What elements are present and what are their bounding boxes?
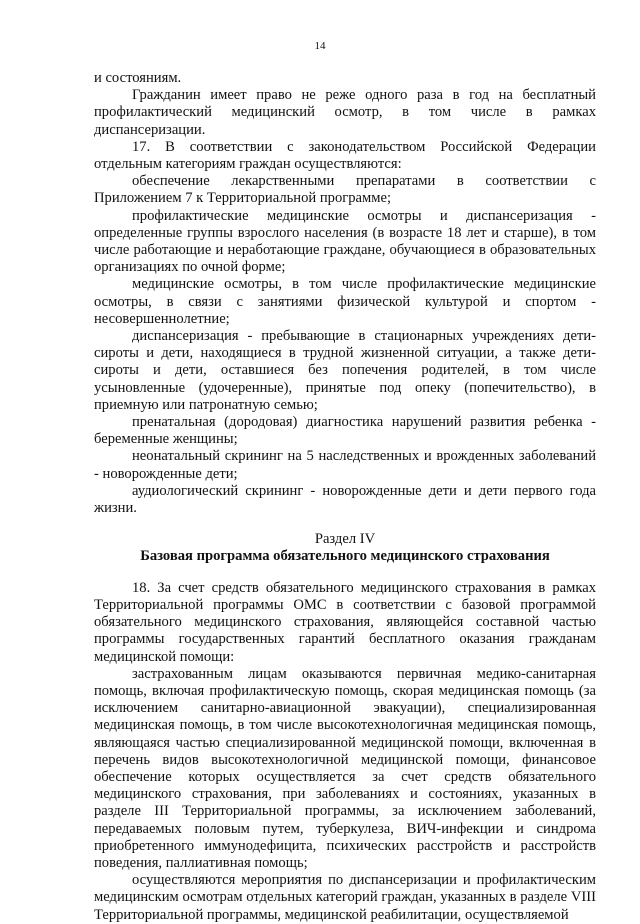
section-spacer — [94, 517, 596, 531]
paragraph: профилактические медицинские осмотры и диспансеризация - определенные группы взрослого населения (в возрасте 18 лет и старше), в том числе работающие и неработающие граждане, обучающиеся в образовательных организациях по очной форме; — [94, 207, 596, 276]
paragraph: осуществляются мероприятия по диспансеризации и профилактическим медицинским осмотрам отдельных категорий граждан, указанных в разделе VIII Территориальной программы, медицинской реабилитации, осуществляемой — [94, 872, 596, 923]
document-body — [94, 70, 596, 924]
section-spacer — [94, 566, 596, 580]
paragraph: пренатальная (дородовая) диагностика нарушений развития ребенка - беременные женщины; — [94, 414, 596, 448]
paragraph: медицинские осмотры, в том числе профилактические медицинские осмотры, в связи с занятиями физической культурой и спортом - несовершеннолетние; — [94, 276, 596, 327]
page-number: 14 — [314, 40, 326, 52]
paragraph: неонатальный скрининг на 5 наследственных и врожденных заболеваний - новорожденные дети; — [94, 448, 596, 482]
paragraph: 17. В соответствии с законодательством Российской Федерации отдельным категориям граждан осуществляются: — [94, 138, 596, 173]
paragraph: Гражданин имеет право не реже одного раза в год на бесплатный профилактический медицинский осмотр, в том числе в рамках диспансеризации. — [94, 87, 596, 138]
paragraph: аудиологический скрининг - новорожденные дети и дети первого года жизни. — [94, 482, 596, 517]
paragraph: диспансеризация - пребывающие в стационарных учреждениях дети-сироты и дети, находящиеся в трудной жизненной ситуации, а также дети-сироты и дети, оставшиеся без попечения родителей, в том числе усыновленные (удочеренные), принятые под опеку (попечительство), в приемную или патронатную семью; — [94, 328, 596, 413]
paragraph: обеспечение лекарственными препаратами в соответствии с Приложением 7 к Территориальной программе; — [94, 173, 596, 207]
paragraph: 18. За счет средств обязательного медицинского страхования в рамках Территориальной программы ОМС в соответствии с базовой программой обязательного медицинского страхования, являющейся составной частью программы государственных гарантий бесплатного оказания гражданам медицинской помощи: — [94, 579, 596, 665]
section-title: Раздел IV — [314, 531, 376, 548]
paragraph: застрахованным лицам оказываются первичная медико-санитарная помощь, включая профилактическую помощь, скорая медицинская помощь (за исключением санитарно-авиационной эвакуации), специализированная медицинская помощь, в том числе высокотехнологичная медицинская помощь, являющаяся частью специализированной медицинской помощи, включенная в перечень видов высокотехнологичной медицинской помощи, финансовое обеспечение которых осуществляется за счет средств обязательного медицинского страхования, при заболеваниях и состояниях, указанных в разделе III Территориальной программы, за исключением заболеваний, передаваемых половым путем, туберкулеза, ВИЧ-инфекции и синдрома приобретенного иммунодефицита, психических расстройств и расстройств поведения, паллиативная помощь; — [94, 665, 596, 871]
section-subtitle: Базовая программа обязательного медицинского страхования — [140, 548, 550, 565]
paragraph: и состояниям. — [94, 70, 182, 86]
